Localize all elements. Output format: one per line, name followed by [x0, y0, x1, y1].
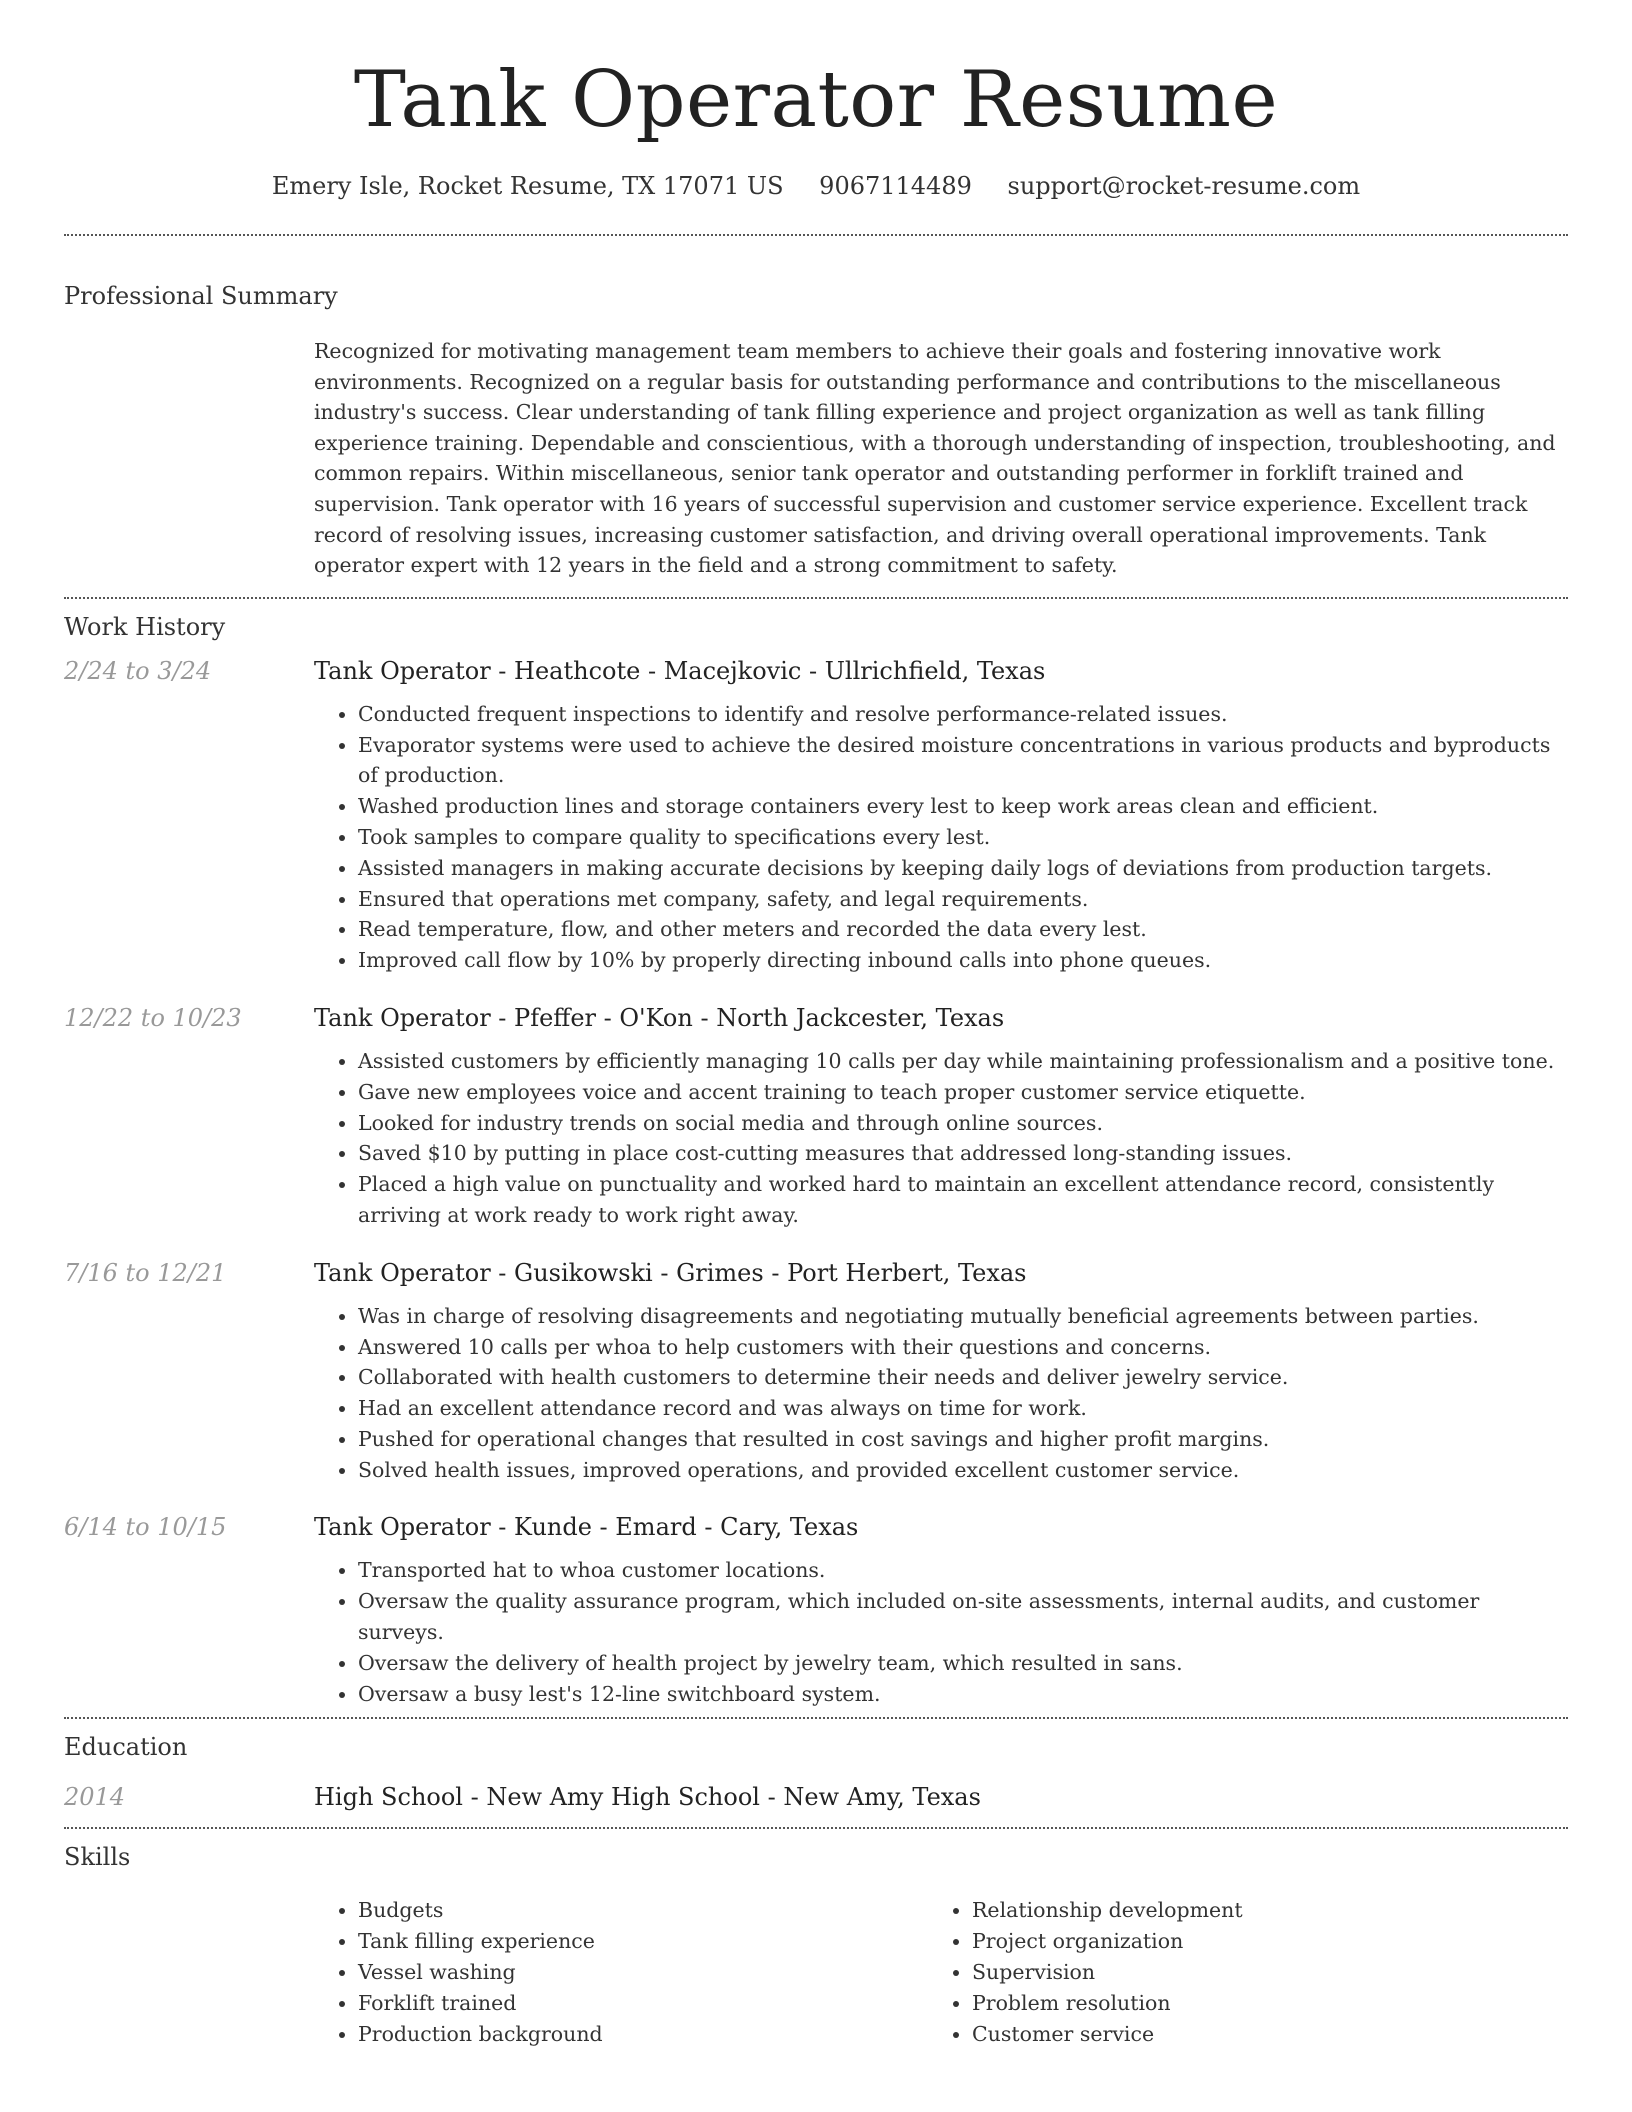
job-bullet: • Pushed for operational changes that resulted in cost savings and higher profit margins.: [358, 1424, 1568, 1455]
skill-item: • Budgets: [358, 1895, 928, 1926]
education-entry: [64, 1781, 1568, 1813]
job-entry: [64, 1511, 1568, 1709]
skill-item: • Production background: [358, 2019, 928, 2050]
job-bullet: • Assisted customers by efficiently managing 10 calls per day while maintaining professionalism and a positive tone.: [358, 1046, 1568, 1077]
job-bullet: • Transported hat to whoa customer locations.: [358, 1555, 1568, 1586]
job-bullets: [314, 1301, 1568, 1486]
job-bullet: • Solved health issues, improved operations, and provided excellent customer service.: [358, 1455, 1568, 1486]
job-bullet: • Gave new employees voice and accent training to teach proper customer service etiquette.: [358, 1077, 1568, 1108]
job-entry: [64, 1257, 1568, 1486]
job-bullet: • Assisted managers in making accurate decisions by keeping daily logs of deviations from production targets.: [358, 853, 1568, 884]
work-section-title: Work History: [64, 612, 226, 641]
contact-address: Emery Isle, Rocket Resume, TX 17071 US: [271, 172, 784, 200]
summary-divider: [64, 597, 1568, 599]
job-heading: Tank Operator - Pfeffer - O'Kon - North Jackcester, Texas: [314, 1003, 1005, 1032]
skills-section-title: Skills: [64, 1843, 131, 1872]
job-bullet: • Evaporator systems were used to achieve the desired moisture concentrations in various products and byproducts of production.: [358, 730, 1568, 792]
education-heading: High School - New Amy High School - New Amy, Texas: [314, 1783, 981, 1812]
skill-item: • Forklift trained: [358, 1988, 928, 2019]
job-dates: 12/22 to 10/23: [64, 1003, 242, 1032]
job-bullets: [314, 1555, 1568, 1709]
job-dates: 7/16 to 12/21: [64, 1258, 227, 1287]
job-dates: 2/24 to 3/24: [64, 656, 212, 685]
job-bullet: • Had an excellent attendance record and was always on time for work.: [358, 1393, 1568, 1424]
header-divider: [64, 234, 1568, 236]
skill-item: • Problem resolution: [972, 1988, 1542, 2019]
job-heading: Tank Operator - Gusikowski - Grimes - Port Herbert, Texas: [314, 1258, 1027, 1287]
skill-item: • Supervision: [972, 1957, 1542, 1988]
job-heading: Tank Operator - Heathcote - Macejkovic - Ullrichfield, Texas: [314, 656, 1046, 685]
job-entry: [64, 1002, 1568, 1231]
skill-item: • Customer service: [972, 2019, 1542, 2050]
job-bullet: • Placed a high value on punctuality and worked hard to maintain an excellent attendance record, consistently arriving at work ready to work right away.: [358, 1169, 1568, 1231]
contact-phone: 9067114489: [819, 172, 972, 200]
work-divider: [64, 1717, 1568, 1719]
job-bullet: • Washed production lines and storage containers every lest to keep work areas clean and efficient.: [358, 791, 1568, 822]
job-bullet: • Collaborated with health customers to determine their needs and deliver jewelry service.: [358, 1362, 1568, 1393]
education-divider: [64, 1827, 1568, 1829]
job-bullets: [314, 699, 1568, 976]
job-bullet: • Saved $10 by putting in place cost-cutting measures that addressed long-standing issues.: [358, 1138, 1568, 1169]
job-heading: Tank Operator - Kunde - Emard - Cary, Texas: [314, 1513, 859, 1542]
job-bullets: [314, 1046, 1568, 1231]
job-bullet: • Was in charge of resolving disagreements and negotiating mutually beneficial agreements between parties.: [358, 1301, 1568, 1332]
contact-email: support@rocket-resume.com: [1007, 172, 1361, 200]
education-section-title: Education: [64, 1733, 188, 1762]
job-bullet: • Answered 10 calls per whoa to help customers with their questions and concerns.: [358, 1332, 1568, 1363]
job-bullet: • Improved call flow by 10% by properly directing inbound calls into phone queues.: [358, 945, 1568, 976]
job-bullet: • Oversaw the quality assurance program, which included on-site assessments, internal audits, and customer surveys.: [358, 1586, 1568, 1648]
job-bullet: • Looked for industry trends on social media and through online sources.: [358, 1108, 1568, 1139]
skills-column-left: [314, 1895, 928, 2050]
skill-item: • Vessel washing: [358, 1957, 928, 1988]
job-bullet: • Oversaw a busy lest's 12-line switchboard system.: [358, 1679, 1568, 1710]
skill-item: • Relationship development: [972, 1895, 1542, 1926]
skills-column-right: [928, 1895, 1542, 2050]
skill-item: • Project organization: [972, 1926, 1542, 1957]
resume-header: [64, 0, 1568, 202]
job-bullet: • Oversaw the delivery of health project by jewelry team, which resulted in sans.: [358, 1648, 1568, 1679]
summary-text: Recognized for motivating management team members to achieve their goals and fostering innovative work environments. Recognized on a regular basis for outstanding performance and contributions to the miscellaneous industry's success. Clear understanding of tank filling experience and project organization as well as tank filling experience training. Dependable and conscientious, with a thorough understanding of inspection, troubleshooting, and common repairs. Within miscellaneous, senior tank operator and outstanding performer in forklift trained and supervision. Tank operator with 16 years of successful supervision and customer service experience. Excellent track record of resolving issues, increasing customer satisfaction, and driving overall operational improvements. Tank operator expert with 12 years in the field and a strong commitment to safety.: [314, 339, 1556, 578]
job-bullet: • Read temperature, flow, and other meters and recorded the data every lest.: [358, 914, 1568, 945]
skills-grid: [314, 1895, 1568, 2050]
job-entry: [64, 655, 1568, 976]
job-dates: 6/14 to 10/15: [64, 1513, 227, 1542]
resume-title: Tank Operator Resume: [353, 55, 1279, 145]
contact-line: [64, 170, 1568, 202]
job-bullet: • Ensured that operations met company, safety, and legal requirements.: [358, 884, 1568, 915]
education-year: 2014: [64, 1783, 126, 1812]
summary-section-title: Professional Summary: [64, 282, 338, 310]
job-bullet: • Conducted frequent inspections to identify and resolve performance-related issues.: [358, 699, 1568, 730]
job-bullet: • Took samples to compare quality to specifications every lest.: [358, 822, 1568, 853]
skill-item: • Tank filling experience: [358, 1926, 928, 1957]
